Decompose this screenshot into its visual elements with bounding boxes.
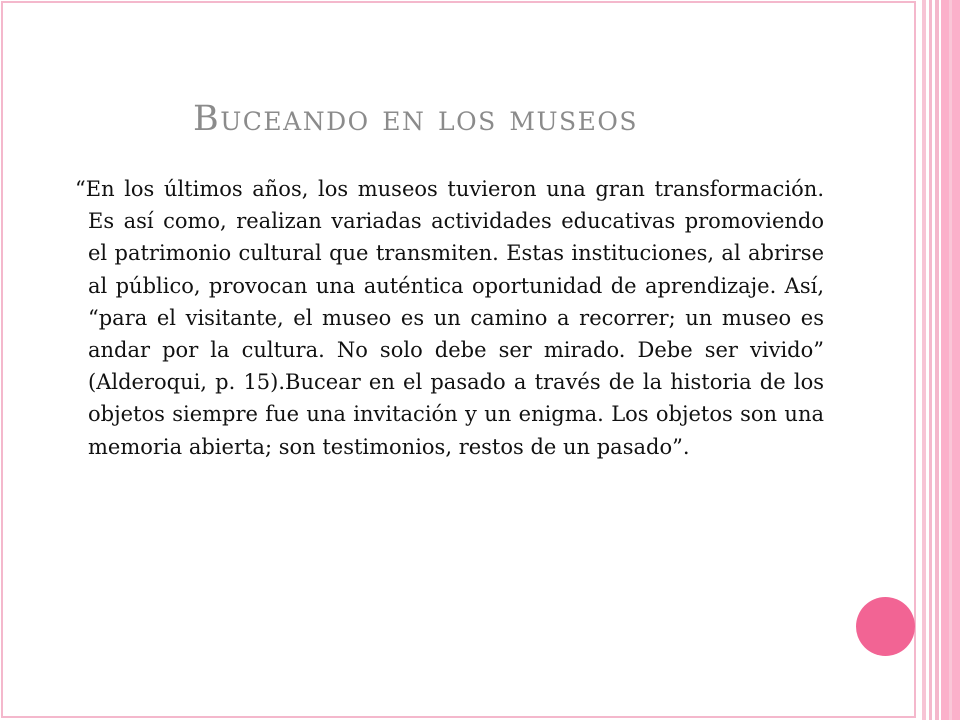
decorative-stripe bbox=[935, 0, 939, 720]
decorative-stripe bbox=[929, 0, 932, 720]
slide-title: Buceando en los museos bbox=[193, 99, 639, 139]
decorative-stripe bbox=[922, 0, 926, 720]
accent-circle bbox=[856, 597, 915, 656]
slide-body-text: “En los últimos años, los museos tuvieron una gran transformación. Es así como, realizan variadas actividades educativas promoviendo el patrimonio cultural que transmiten. Estas instituciones, al abrirse al público, provocan una auténtica oportunidad de aprendizaje. Así, “para el visitante, el museo es un camino a recorrer; un museo es andar por la cultura. No solo debe ser mirado. Debe ser vivido” (Alderoqui, p. 15).Bucear en el pasado a través de la historia de los objetos siempre fue una invitación y un enigma. Los objetos son una memoria abierta; son testimonios, restos de un pasado”. bbox=[75, 177, 824, 459]
decorative-side-band bbox=[941, 0, 960, 720]
